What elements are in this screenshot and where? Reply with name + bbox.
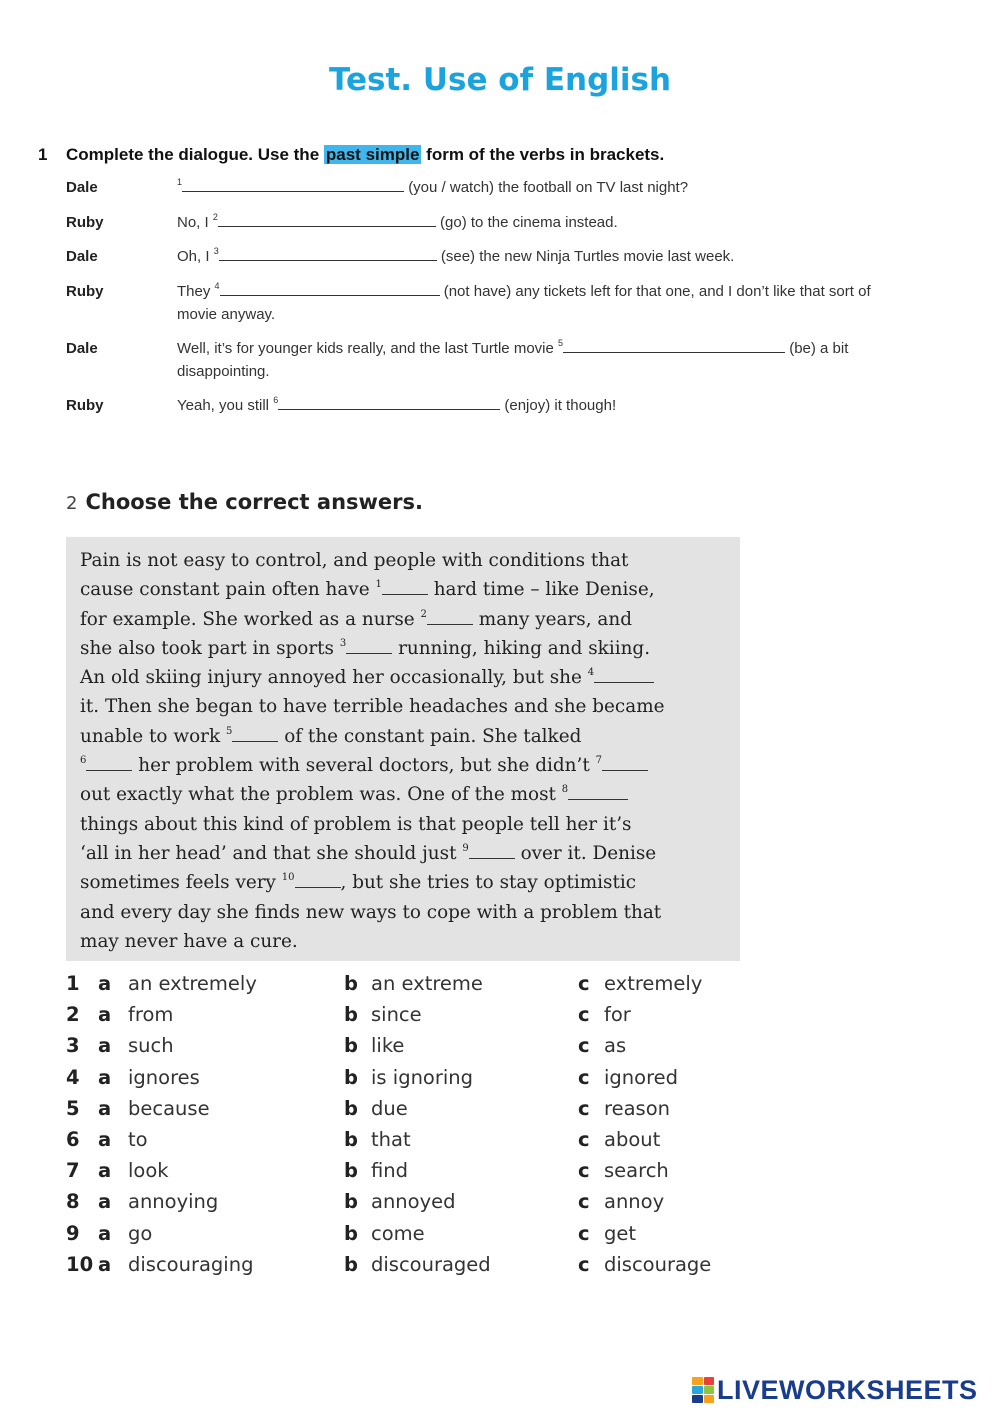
option-b[interactable]: annoyed	[371, 1190, 456, 1214]
option-b[interactable]: find	[371, 1159, 409, 1183]
option-a[interactable]: to	[128, 1127, 148, 1151]
option-c[interactable]: about	[604, 1127, 661, 1151]
option-letter-b: b	[344, 1034, 358, 1058]
option-letter-b: b	[344, 1221, 358, 1245]
option-letter-b: b	[344, 1190, 358, 1214]
passage-line	[80, 546, 726, 575]
option-letter-b: b	[344, 1096, 358, 1120]
option-b[interactable]: that	[371, 1127, 411, 1151]
instruction-text: form of the verbs in brackets.	[426, 145, 665, 164]
option-letter-c: c	[578, 1034, 590, 1058]
option-letter-c: c	[578, 1003, 590, 1027]
gap-number: 4	[587, 667, 595, 679]
speaker-name: Ruby	[66, 283, 104, 300]
dialogue-text	[177, 337, 957, 383]
dialogue-text-continued: disappointing.	[177, 363, 270, 380]
dialogue-text-before: Well, it’s for younger kids really, and the last Turtle movie	[177, 340, 554, 357]
passage-text: and every day she finds new ways to cope with a problem that	[80, 901, 662, 923]
passage-line	[80, 780, 726, 809]
logo-text: LIVEWORKSHEETS	[717, 1374, 978, 1405]
option-b[interactable]: an extreme	[371, 972, 483, 995]
option-letter-a: a	[98, 1065, 112, 1089]
option-c[interactable]: as	[604, 1034, 627, 1058]
option-letter-a: a	[98, 972, 112, 995]
passage-text: over it. Denise	[520, 842, 657, 864]
option-letter-b: b	[344, 1065, 358, 1089]
question-number: 6	[66, 1127, 80, 1151]
answer-blank[interactable]	[563, 338, 785, 353]
passage-text: of the constant pain. She talked	[284, 725, 582, 747]
passage-text: out exactly what the problem was. One of the most	[80, 784, 556, 806]
passage-text: it. Then she began to have terrible headaches and she became	[80, 696, 665, 718]
option-a[interactable]: an extremely	[128, 972, 257, 995]
passage-line	[80, 605, 726, 634]
answer-row	[66, 1249, 766, 1280]
answer-blank[interactable]	[218, 212, 436, 227]
option-c[interactable]: get	[604, 1221, 637, 1245]
answer-row	[66, 1062, 766, 1093]
dialogue-text	[177, 211, 957, 234]
option-letter-c: c	[578, 1096, 590, 1120]
answer-options	[66, 968, 766, 1280]
option-letter-a: a	[98, 1034, 112, 1058]
gap-number: 2	[420, 608, 427, 620]
option-letter-a: a	[98, 1252, 112, 1276]
passage-line	[80, 868, 726, 897]
question-number: 3	[66, 1034, 80, 1058]
option-letter-a: a	[98, 1096, 112, 1120]
passage-text: unable to work	[80, 725, 221, 747]
answer-blank[interactable]	[278, 395, 500, 410]
question-number: 9	[66, 1221, 80, 1245]
gap-number: 1	[375, 579, 382, 591]
passage-line	[80, 927, 726, 956]
exercise-number: 1	[38, 145, 48, 164]
dialogue-text	[177, 176, 957, 199]
passage-line	[80, 634, 726, 663]
option-b[interactable]: discouraged	[371, 1252, 491, 1276]
dialogue-text-before: Yeah, you still	[177, 397, 270, 414]
page-title: Test. Use of English	[328, 62, 672, 98]
option-letter-c: c	[578, 1127, 590, 1151]
option-a[interactable]: because	[128, 1096, 210, 1120]
dialogue-text-before: No, I	[177, 214, 209, 231]
logo-icon	[692, 1377, 714, 1403]
gap-number: 9	[462, 842, 469, 854]
option-b[interactable]: due	[371, 1096, 408, 1120]
instruction-text: Choose the correct answers.	[85, 490, 423, 514]
passage-text: many years, and	[478, 608, 633, 630]
passage-line	[80, 692, 726, 721]
passage-line	[80, 751, 726, 780]
option-letter-b: b	[344, 1127, 358, 1151]
passage-text: An old skiing injury annoyed her occasionally, but she	[80, 667, 582, 689]
passage-line	[80, 663, 726, 692]
passage-text: cause constant pain often have	[80, 579, 370, 601]
highlighted-text: past simple	[325, 145, 420, 164]
gap-blank[interactable]	[346, 639, 392, 654]
exercise-number: 2	[66, 493, 78, 514]
option-letter-a: a	[98, 1127, 112, 1151]
question-number: 10	[66, 1252, 94, 1276]
passage-line	[80, 722, 726, 751]
dialogue-text-continued: movie anyway.	[177, 306, 276, 323]
answer-blank[interactable]	[220, 281, 440, 296]
gap-number: 3	[213, 246, 219, 256]
answer-row	[66, 1093, 766, 1124]
gap-number: 6	[273, 395, 279, 405]
question-number: 1	[66, 972, 80, 995]
passage-text: ‘all in her head’ and that she should just	[80, 842, 457, 864]
option-letter-a: a	[98, 1003, 112, 1027]
speaker-name: Ruby	[66, 214, 104, 231]
option-c[interactable]: ignored	[604, 1065, 679, 1089]
passage-text: Pain is not easy to control, and people with conditions that	[80, 550, 629, 571]
gap-blank[interactable]	[86, 756, 132, 771]
dialogue-text-before: They	[177, 283, 211, 300]
passage-text: running, hiking and skiing.	[398, 637, 651, 659]
passage-text: hard time – like Denise,	[433, 579, 655, 601]
liveworksheets-logo	[692, 1374, 978, 1406]
option-letter-c: c	[578, 1252, 590, 1276]
gap-blank[interactable]	[382, 580, 428, 595]
option-letter-b: b	[344, 972, 358, 995]
passage-text: things about this kind of problem is that people tell her it’s	[80, 813, 632, 835]
option-c[interactable]: annoy	[604, 1190, 665, 1214]
gap-number: 6	[80, 755, 87, 767]
dialogue-text-after: (be) a bit	[789, 340, 849, 357]
option-a[interactable]: annoying	[128, 1190, 219, 1214]
option-c[interactable]: discourage	[604, 1252, 712, 1276]
option-letter-c: c	[578, 1221, 590, 1245]
option-letter-b: b	[344, 1159, 358, 1183]
passage-line	[80, 898, 726, 927]
dialogue-text	[177, 245, 957, 268]
answer-row	[66, 999, 766, 1030]
speaker-name: Dale	[66, 179, 98, 196]
option-b[interactable]: like	[371, 1034, 405, 1058]
option-a[interactable]: from	[128, 1003, 174, 1027]
passage-line	[80, 810, 726, 839]
instruction-text: Complete the dialogue. Use the	[66, 145, 320, 164]
question-number: 8	[66, 1190, 80, 1214]
gap-blank[interactable]	[232, 727, 278, 742]
option-a[interactable]: ignores	[128, 1065, 200, 1089]
passage-text: for example. She worked as a nurse	[80, 608, 415, 630]
passage-text: her problem with several doctors, but she didn’t	[138, 755, 590, 777]
option-a[interactable]: discouraging	[128, 1252, 254, 1276]
speaker-name: Dale	[66, 340, 98, 357]
option-letter-a: a	[98, 1159, 112, 1183]
answer-row	[66, 1030, 766, 1061]
option-a[interactable]: go	[128, 1221, 153, 1245]
speaker-name: Ruby	[66, 397, 104, 414]
gap-number: 7	[595, 755, 602, 767]
gap-blank[interactable]	[469, 844, 515, 859]
option-letter-a: a	[98, 1221, 112, 1245]
exercise-1-instruction	[38, 145, 664, 165]
gap-blank[interactable]	[602, 756, 648, 771]
dialogue-text-after: (enjoy) it though!	[504, 397, 617, 414]
answer-row	[66, 1186, 766, 1217]
question-number: 5	[66, 1096, 80, 1120]
passage-text: she also took part in sports	[80, 637, 334, 659]
gap-number: 10	[281, 872, 295, 884]
answer-blank[interactable]	[182, 177, 404, 192]
answer-row	[66, 1124, 766, 1155]
gap-number: 5	[558, 338, 564, 348]
option-letter-c: c	[578, 1159, 590, 1183]
dialogue-text-after: (you / watch) the football on TV last night?	[408, 179, 689, 196]
dialogue-text-before: Oh, I	[177, 248, 210, 265]
gap-blank[interactable]	[295, 873, 341, 888]
answer-row	[66, 968, 766, 999]
dialogue-text-after: (not have) any tickets left for that one, and I don’t like that sort of	[443, 283, 871, 300]
gap-number: 8	[561, 784, 569, 796]
passage-text: , but she tries to stay optimistic	[340, 872, 637, 894]
option-c[interactable]: extremely	[604, 972, 703, 995]
question-number: 2	[66, 1003, 80, 1027]
question-number: 4	[66, 1065, 80, 1089]
gap-blank[interactable]	[594, 668, 654, 683]
option-c[interactable]: reason	[604, 1096, 670, 1120]
answer-row	[66, 1155, 766, 1186]
gap-number: 4	[214, 281, 220, 291]
gap-blank[interactable]	[568, 785, 628, 800]
option-letter-b: b	[344, 1252, 358, 1276]
reading-passage	[66, 537, 740, 961]
option-c[interactable]: search	[604, 1159, 669, 1183]
answer-row	[66, 1218, 766, 1249]
passage-line	[80, 839, 726, 868]
dialogue-text-after: (go) to the cinema instead.	[440, 214, 618, 231]
option-letter-c: c	[578, 1190, 590, 1214]
dialogue-text-after: (see) the new Ninja Turtles movie last week.	[440, 248, 735, 265]
dialogue-text	[177, 394, 957, 417]
option-letter-a: a	[98, 1190, 112, 1214]
gap-number: 2	[212, 212, 218, 222]
gap-number: 5	[225, 725, 233, 737]
option-b[interactable]: since	[371, 1003, 422, 1027]
option-b[interactable]: come	[371, 1221, 425, 1245]
exercise-2-instruction	[66, 490, 423, 514]
dialogue-text	[177, 280, 957, 326]
option-b[interactable]: is ignoring	[371, 1065, 474, 1089]
option-c[interactable]: for	[604, 1003, 631, 1027]
answer-blank[interactable]	[219, 246, 437, 261]
gap-number: 1	[177, 177, 183, 187]
option-letter-b: b	[344, 1003, 358, 1027]
option-a[interactable]: such	[128, 1034, 174, 1058]
gap-blank[interactable]	[427, 610, 473, 625]
option-a[interactable]: look	[128, 1159, 169, 1183]
passage-line	[80, 575, 726, 604]
option-letter-c: c	[578, 1065, 590, 1089]
speaker-name: Dale	[66, 248, 98, 265]
option-letter-c: c	[578, 972, 590, 995]
passage-text: may never have a cure.	[80, 930, 298, 952]
gap-number: 3	[339, 637, 347, 649]
passage-text: sometimes feels very	[80, 872, 276, 894]
question-number: 7	[66, 1159, 80, 1183]
